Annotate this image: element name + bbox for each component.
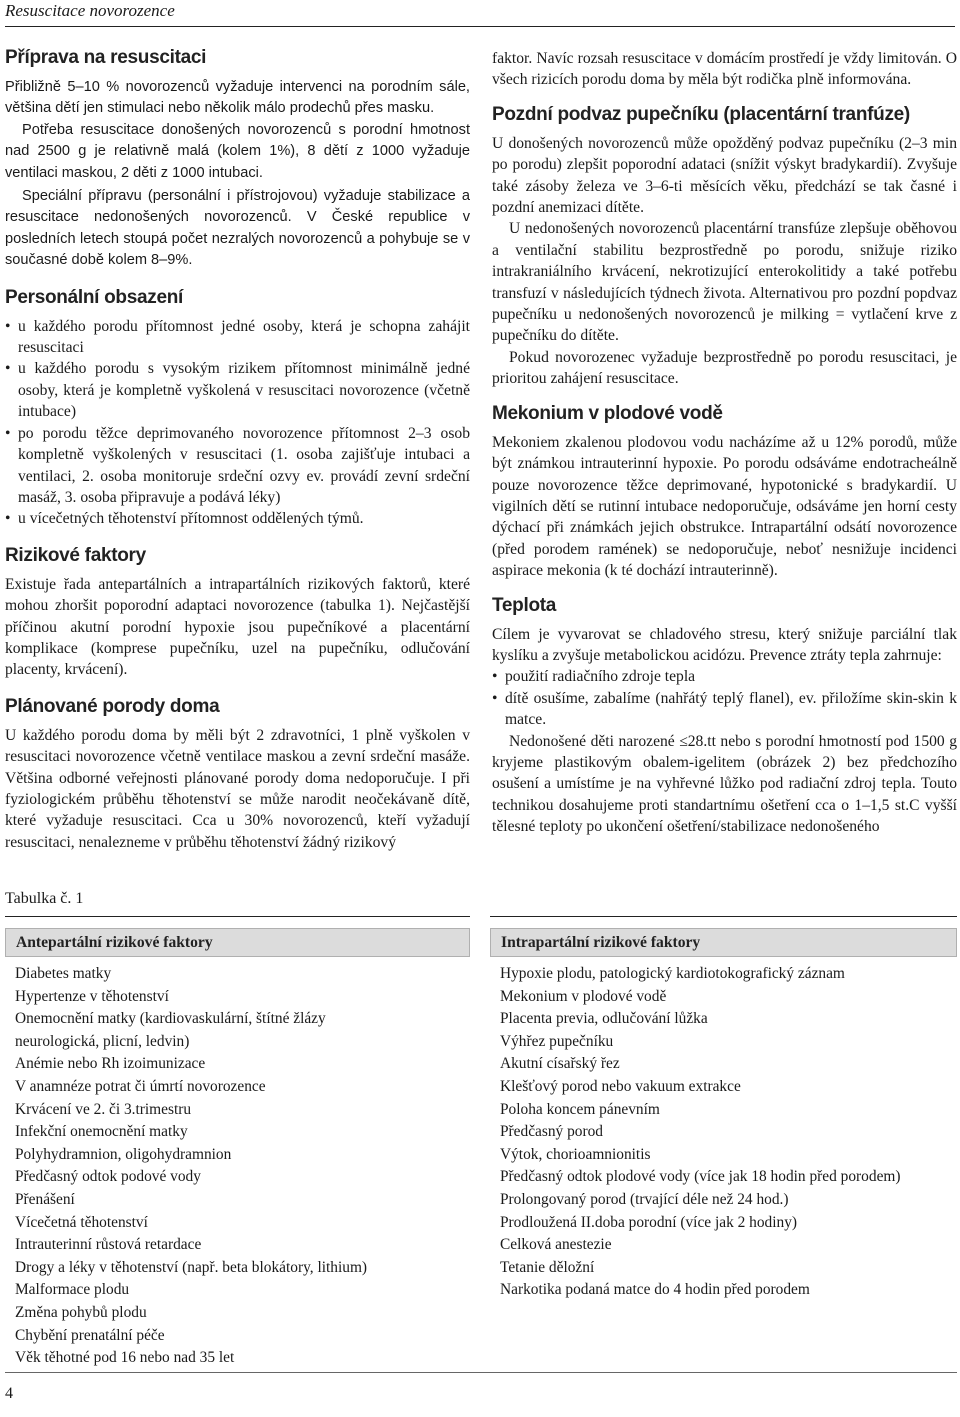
paragraph-planovane: U každého porodu doma by měli být 2 zdravotníci, 1 plně vyškolen v resuscitaci novorozence včetně ventilace maskou a zevní srdeční masáže. Většina odborné veřejnosti plánované porody doma nedoporučuje. I při fyziologickém průběhu těhotenství se může narodit neočekávaně dítě, které vyžaduje resuscitaci. Cca u 30% novorozenců, kteří vyžadují resuscitaci, nenalezneme v průběhu těhotenství žádný rizikový (5, 726, 470, 851)
heading-personal: Personální obsazení (5, 286, 184, 308)
paragraph-pozdni-2: U nedonošených novorozenců placentární transfúze zlepšuje oběhovou a ventilační stabilitu bezprostředně po porodu, snižuje riziko intrakraniálního krvácení, nekrotizující enterokolitidy a také potřebu transfuzí v následujících týdnech života. Alternativou pro pozdní popdvaz pupečníku u nedonošených novorozenců je milking = vytlačení krve z pupečníku do dítěte. (492, 220, 957, 345)
intrapartal-list (490, 957, 957, 1302)
table-cell: Anémie nebo Rh izoimunizace (15, 1055, 206, 1073)
table-cell: Infekční onemocnění matky (15, 1123, 188, 1141)
table-cell: Chybění prenatální péče (15, 1326, 165, 1344)
table-top-rule-right (490, 916, 957, 917)
table-cell: Věk těhotné pod 16 nebo nad 35 let (15, 1349, 235, 1367)
table-cell: Tetanie děložní (500, 1258, 595, 1276)
right-column (492, 48, 957, 838)
heading-teplota: Teplota (492, 594, 557, 616)
list-item: • u každého porodu s vysokým rizikem přítomnost minimálně jedné osoby, která je kompletně vyškolená v resuscitaci novorozence (včetně intubace) (5, 358, 470, 422)
table-cell: neurologická, plicní, ledvin) (15, 1032, 190, 1050)
table-bottom-rule (5, 1372, 957, 1373)
table-cell: Akutní císařský řez (500, 1055, 620, 1073)
table-cell: Poloha koncem pánevním (500, 1100, 660, 1118)
paragraph-continue: faktor. Navíc rozsah resuscitace v domácím prostředí je vždy limitován. O všech rizicích porodu doma by měla být rodička plně informována. (492, 50, 957, 89)
paragraph-mekonium: Mekoniem zkalenou plodovou vodu nacházíme až u 12% porodů, může být známkou intrauterinní hypoxie. Po porodu odsáváme endotracheálně pouze novorozence těžce deprimované, hypotonické s bradykardií. U vigilních dětí se rutinní intubace nedoporučuje, odsáváme jen horní cesty dýchací při známkách jejich obstrukce. Intrapartální odsátí novorozence (před porodem ramének) se nedoporučuje, neboť nesnižuje incidenci aspirace mekonia (k té dochází intrauterinně). (492, 433, 957, 580)
page-number: 4 (5, 1385, 13, 1402)
running-head: Resuscitace novorozence (5, 0, 955, 27)
personal-list (5, 316, 470, 530)
heading-mekonium: Mekonium v plodové vodě (492, 402, 723, 424)
list-item: • u každého porodu přítomnost jedné osoby, která je schopna zahájit resuscitaci (5, 316, 470, 359)
table-cell: Mekonium v plodové vodě (500, 987, 667, 1005)
paragraph-pozdni-3: Pokud novorozenec vyžaduje bezprostředně po porodu resuscitaci, je prioritou zahájení resuscitace. (492, 348, 957, 388)
paragraph-rizikove: Existuje řada antepartálních a intrapartálních rizikových faktorů, které mohou zhoršit poporodní adaptaci novorozence (tabulka 1). Nejčastější příčinou akutní porodní hypoxie jsou pupečníkové a placentární komplikace (komprese pupečníku, uzel na pupečníku, odlučování placenty, krvácení). (5, 575, 470, 679)
table-intrapartal-column (490, 928, 957, 1302)
table-caption: Tabulka č. 1 (5, 890, 84, 907)
paragraph-priprava-3: Speciální přípravu (personální i přístrojovou) vyžaduje stabilizace a resuscitace nedonošených novorozenců. V České republice v posledních letech stoupá počet nezralých novorozenců a pohybuje se v současné době kolem 8–9%. (5, 188, 470, 269)
table-cell: Předčasný odtok podové vody (15, 1168, 201, 1186)
table-cell: Předčasný porod (500, 1123, 604, 1141)
table-header-intrapartal: Intrapartální rizikové faktory (490, 928, 957, 957)
heading-rizikove: Rizikové faktory (5, 544, 146, 566)
list-item: • u vícečetných těhotenství přítomnost oddělených týmů. (5, 508, 470, 529)
table-cell: Krvácení ve 2. či 3.trimestru (15, 1100, 192, 1118)
paragraph-teplota-1: Cílem je vyvarovat se chladového stresu, který snižuje parciální tlak kyslíku a zvyšuje metabolickou acidózu. Prevence ztráty tepla zahrnuje: (492, 625, 957, 664)
table-cell: Onemocnění matky (kardiovaskulární, štítné žlázy (15, 1010, 326, 1028)
table-cell: V anamnéze potrat či úmrtí novorozence (15, 1077, 266, 1095)
table-cell: Celková anestezie (500, 1236, 612, 1254)
table-cell: Diabetes matky (15, 965, 112, 982)
antepartal-list (5, 957, 470, 1370)
table-cell: Placenta previa, odlučování lůžka (500, 1010, 708, 1028)
table-cell: Hypoxie plodu, patologický kardiotokografický záznam (500, 965, 845, 982)
table-cell: Prodloužená II.doba porodní (více jak 2 hodiny) (500, 1213, 798, 1231)
paragraph-priprava-1: Přibližně 5–10 % novorozenců vyžaduje intervenci na porodním sále, většina dětí jen stimulaci nebo několik málo prodechů přes masku. (5, 79, 470, 117)
table-top-rule-left (5, 916, 470, 917)
table-cell: Výtok, chorioamnionitis (500, 1145, 651, 1163)
table-cell: Hypertenze v těhotenství (15, 987, 169, 1005)
heading-pozdni: Pozdní podvaz pupečníku (placentární tranfúze) (492, 103, 910, 125)
table-cell: Drogy a léky v těhotenství (např. beta blokátory, lithium) (15, 1258, 368, 1276)
paragraph-pozdni-1: U donošených novorozenců může opožděný podvaz pupečníku (2–3 min po porodu) zlepšit poporodní adataci (snížit výskyt bradykardií). Zvyšuje také zásoby železa ve 3–6-ti měsících věku, předchází se tak časné i pozdní anemizaci dítěte. (492, 134, 957, 217)
paragraph-teplota-2: Nedonošené děti narozené ≤28.tt nebo s porodní hmotností pod 1500 g kryjeme plastikovým obalem-igelitem (obrázek 2) bez předchozího osušení a umístíme je na vyhřevné lůžko pod radiační zdroj tepla. Touto technikou dosahujeme proti standartnímu ošetření cca o 1–1,5 st.C vyšší tělesné teploty po ukončení ošetření/stabilizace nedonošeného (492, 732, 957, 836)
table-cell: Intrauterinní růstová retardace (15, 1236, 202, 1254)
table-cell: Malformace plodu (15, 1281, 130, 1299)
heading-planovane: Plánované porody doma (5, 695, 220, 717)
table-cell: Výhřez pupečníku (500, 1032, 614, 1050)
table-cell: Klešťový porod nebo vakuum extrakce (500, 1077, 741, 1095)
teplota-list (492, 666, 957, 730)
table-cell: Prolongovaný porod (trvající déle než 24 hod.) (500, 1190, 789, 1208)
left-column (5, 46, 470, 853)
table-cell: Vícečetná těhotenství (15, 1213, 148, 1231)
table-cell: Polyhydramnion, oligohydramnion (15, 1145, 232, 1163)
table-cell: Změna pohybů plodu (15, 1303, 147, 1321)
table-cell: Přenášení (15, 1190, 75, 1208)
list-item: • dítě osušíme, zabalíme (nahřátý teplý flanel), ev. přiložíme skin-skin k matce. (492, 688, 957, 731)
table-antepartal-column (5, 928, 470, 1370)
paragraph-priprava-2: Potřeba resuscitace donošených novorozenců s porodní hmotnost nad 2500 g je relativně malá (kolem 1%), 8 dětí z 1000 vyžaduje ventilaci maskou, 2 děti z 1000 intubaci. (5, 121, 470, 181)
list-item: • použití radiačního zdroje tepla (492, 666, 957, 687)
list-item: • po porodu těžce deprimovaného novorozence přítomnost 2–3 osob kompletně vyškolených v resuscitaci (1. osoba zajišťuje intubaci a ventilaci, 2. osoba monitoruje srdeční ozvy ev. provádí zevní srdeční masáž, 3. osoba připravuje a podává léky) (5, 423, 470, 509)
table-cell: Narkotika podaná matce do 4 hodin před porodem (500, 1281, 810, 1299)
table-header-antepartal: Antepartální rizikové faktory (5, 928, 470, 957)
heading-priprava: Příprava na resuscitaci (5, 47, 207, 68)
table-cell: Předčasný odtok plodové vody (více jak 18 hodin před porodem) (500, 1168, 901, 1186)
